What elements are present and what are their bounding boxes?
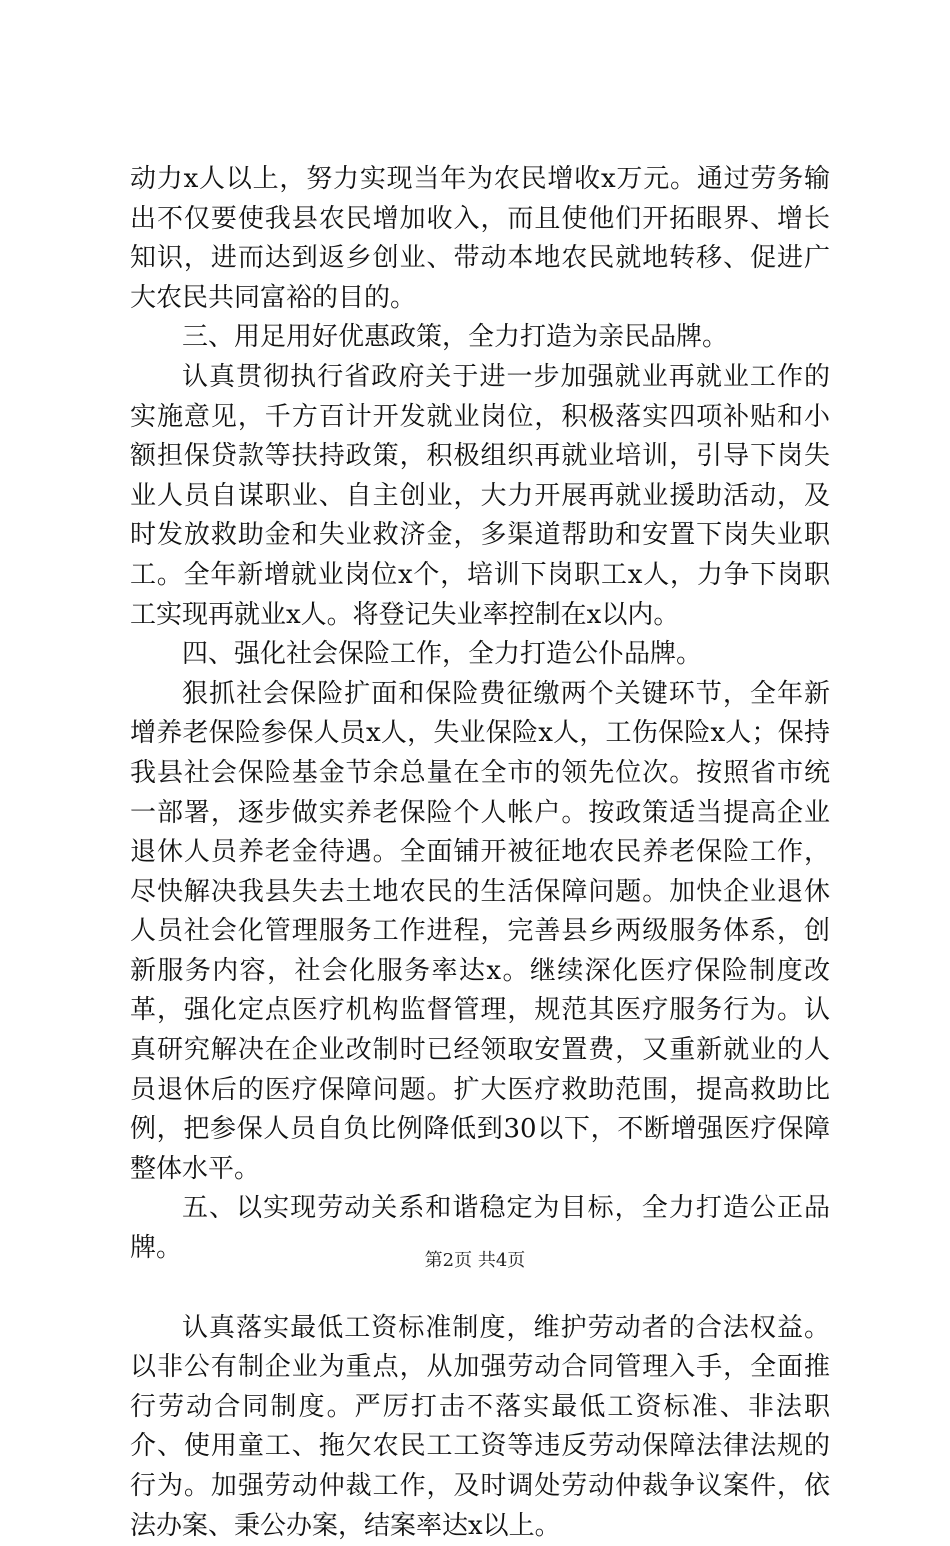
section-heading-3: 三、用足用好优惠政策，全力打造为亲民品牌。 xyxy=(182,322,729,353)
paragraph-spacer xyxy=(130,1269,830,1309)
section-heading-4: 四、强化社会保险工作，全力打造公仆品牌。 xyxy=(182,639,703,670)
paragraph-continued: 动力x人以上，努力实现当年为农民增收x万元。通过劳务输出不仅要使我县农民增加收入，而且使他们开拓眼界、增长知识，进而达到返乡创业、带动本地农民就地转移、促进广大农民共同富裕的目的。 xyxy=(130,164,830,313)
document-body xyxy=(130,160,830,1546)
paragraph-employment: 认真贯彻执行省政府关于进一步加强就业再就业工作的实施意见，千方百计开发就业岗位，积极落实四项补贴和小额担保贷款等扶持政策，积极组织再就业培训，引导下岗失业人员自谋职业、自主创业，大力开展再就业援助活动，及时发放救助金和失业救济金，多渠道帮助和安置下岗失业职工。全年新增就业岗位x个，培训下岗职工x人，力争下岗职工实现再就业x人。将登记失业率控制在x以内。 xyxy=(130,361,830,630)
section-heading-5: 五、以实现劳动关系和谐稳定为目标，全力打造公正品牌。 xyxy=(130,1193,830,1264)
paragraph-social-insurance: 狠抓社会保险扩面和保险费征缴两个关键环节，全年新增养老保险参保人员x人，失业保险x人，工伤保险x人；保持我县社会保险基金节余总量在全市的领先位次。按照省市统一部署，逐步做实养老保险个人帐户。按政策适当提高企业退休人员养老金待遇。全面铺开被征地农民养老保险工作，尽快解决我县失去土地农民的生活保障问题。加快企业退休人员社会化管理服务工作进程，完善县乡两级服务体系，创新服务内容，社会化服务率达x。继续深化医疗保险制度改革，强化定点医疗机构监督管理，规范其医疗服务行为。认真研究解决在企业改制时已经领取安置费，又重新就业的人员退休后的医疗保障问题。扩大医疗救助范围，提高救助比例，把参保人员自负比例降低到30以下，不断增强医疗保障整体水平。 xyxy=(130,678,830,1184)
paragraph-labor-relations: 认真落实最低工资标准制度，维护劳动者的合法权益。以非公有制企业为重点，从加强劳动合同管理入手，全面推行劳动合同制度。严厉打击不落实最低工资标准、非法职介、使用童工、拖欠农民工工资等违反劳动保障法律法规的行为。加强劳动仲裁工作，及时调处劳动仲裁争议案件，依法办案、秉公办案，结案率达x以上。 xyxy=(130,1312,830,1541)
page-number-footer: 第2页 共4页 xyxy=(424,1250,526,1271)
